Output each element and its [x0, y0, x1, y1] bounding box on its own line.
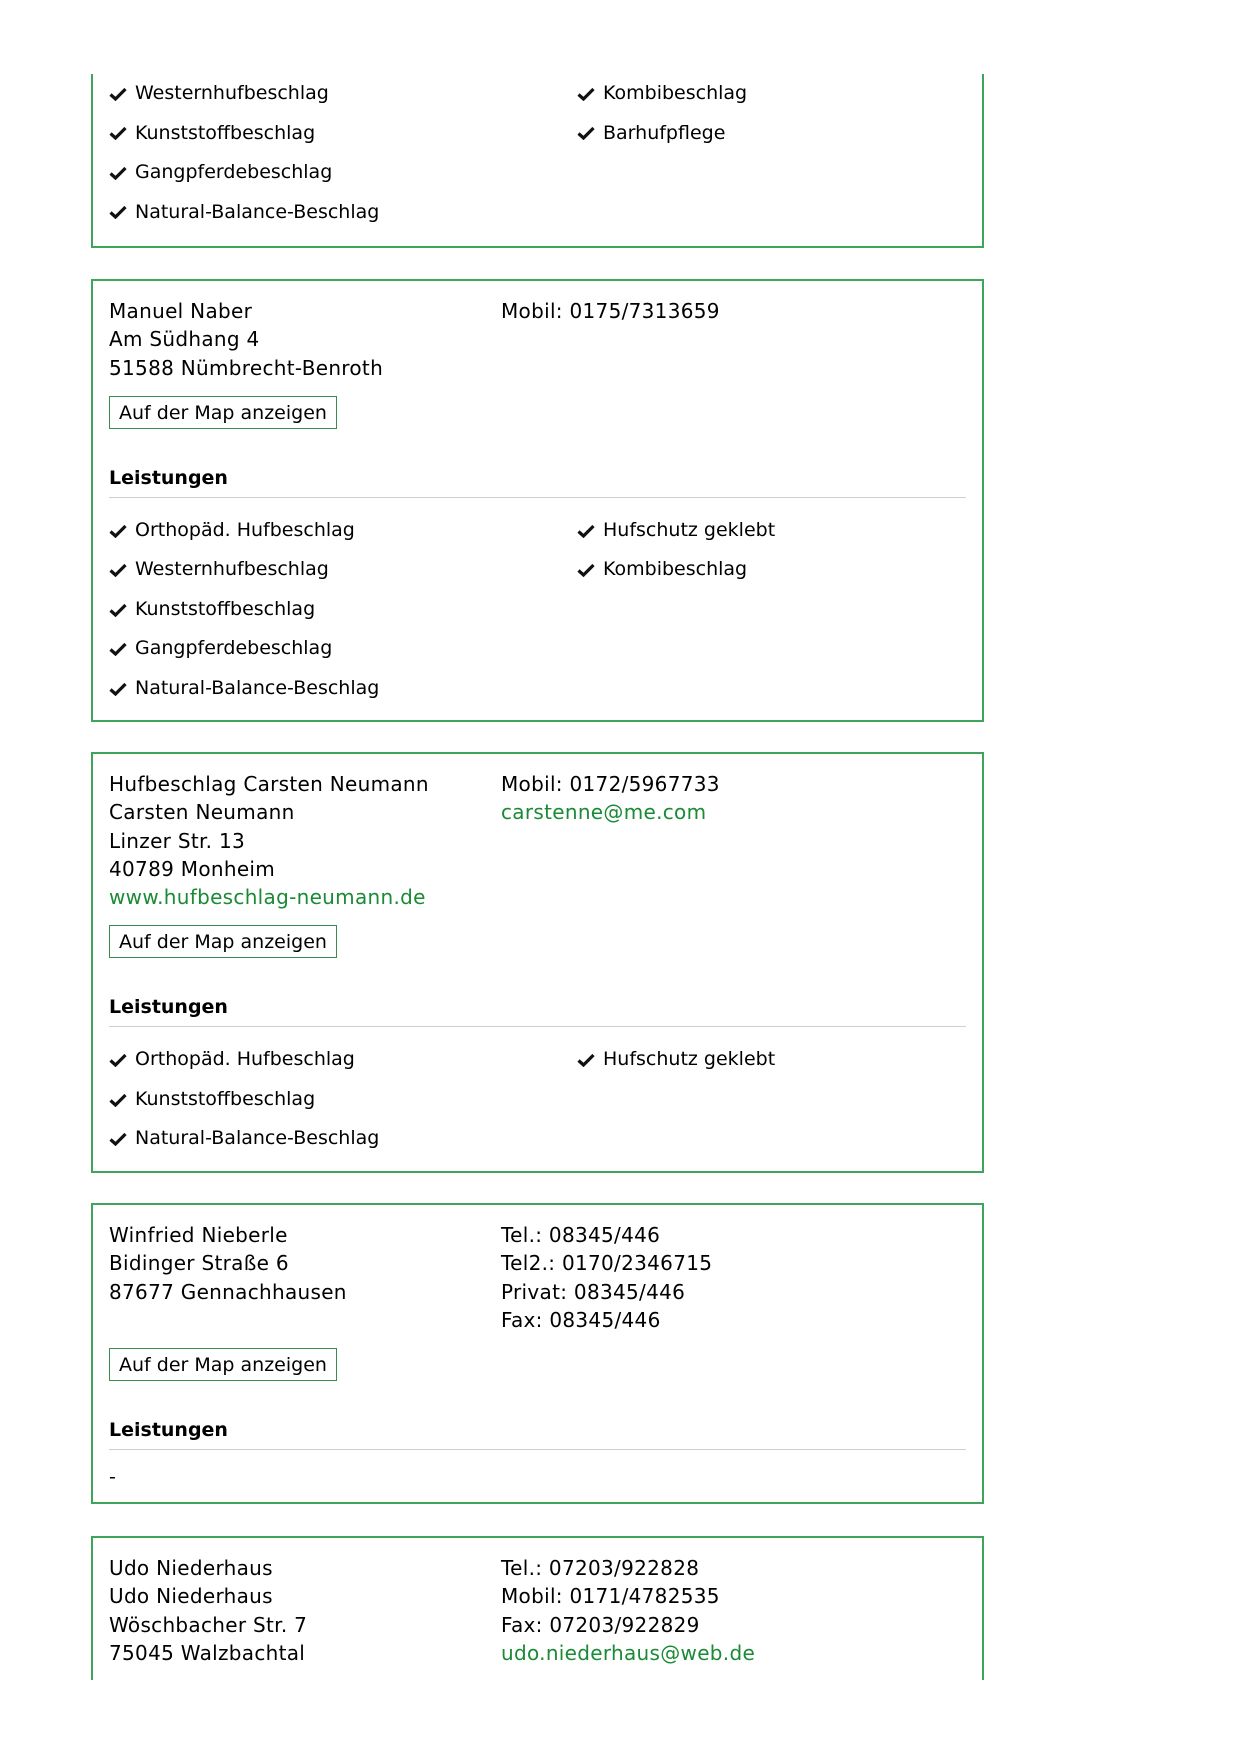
services-empty: -: [109, 1466, 116, 1489]
email-link[interactable]: carstenne@me.com: [501, 800, 707, 825]
checkmark-icon: [109, 603, 127, 617]
farrier-card-3: [91, 752, 984, 1173]
checkmark-icon: [109, 682, 127, 696]
service-item: Kombibeschlag: [577, 550, 966, 590]
services-heading: Leistungen: [109, 1419, 228, 1442]
service-item: Natural-Balance-Beschlag: [109, 1119, 577, 1159]
city: 40789 Monheim: [109, 856, 276, 881]
address-block: [109, 1221, 501, 1334]
street: Am Südhang 4: [109, 327, 260, 352]
website-link[interactable]: www.hufbeschlag-neumann.de: [109, 885, 426, 910]
company-name: Hufbeschlag Carsten Neumann: [109, 772, 429, 796]
services-list: [109, 511, 966, 709]
service-item: Natural-Balance-Beschlag: [109, 669, 577, 709]
checkmark-icon: [577, 524, 595, 538]
checkmark-icon: [109, 1132, 127, 1146]
checkmark-icon: [577, 563, 595, 577]
name: Manuel Naber: [109, 299, 253, 323]
phone-block: [501, 1554, 966, 1667]
phone: Tel.: 07203/922828: [501, 1556, 700, 1580]
checkmark-icon: [577, 87, 595, 101]
mobile: Mobil: 0172/5967733: [501, 772, 720, 796]
divider: [109, 497, 966, 498]
service-item: Kunststoffbeschlag: [109, 114, 577, 154]
service-item: Westernhufbeschlag: [109, 550, 577, 590]
checkmark-icon: [109, 205, 127, 219]
phone: Tel.: 08345/446: [501, 1223, 661, 1247]
service-item: Gangpferdebeschlag: [109, 629, 577, 669]
name: Carsten Neumann: [109, 800, 295, 825]
service-item: Barhufpflege: [577, 114, 966, 154]
checkmark-icon: [577, 1053, 595, 1067]
services-list: [109, 74, 966, 232]
mobile: Mobil: 0171/4782535: [501, 1584, 720, 1609]
services-heading: Leistungen: [109, 996, 228, 1019]
show-on-map-button[interactable]: Auf der Map anzeigen: [109, 925, 337, 958]
service-item: Kombibeschlag: [577, 74, 966, 114]
mobile: Mobil: 0175/7313659: [501, 299, 720, 323]
farrier-card-1: [91, 74, 984, 248]
address-block: [109, 297, 501, 382]
name: Udo Niederhaus: [109, 1584, 273, 1609]
checkmark-icon: [109, 166, 127, 180]
checkmark-icon: [109, 126, 127, 140]
divider: [109, 1026, 966, 1027]
checkmark-icon: [109, 1053, 127, 1067]
contact-block: [109, 1554, 966, 1667]
service-item: Natural-Balance-Beschlag: [109, 193, 577, 233]
farrier-card-2: [91, 279, 984, 722]
phone-block: [501, 770, 966, 911]
phone-2: Tel2.: 0170/2346715: [501, 1251, 713, 1276]
address-block: [109, 770, 501, 911]
service-item: Hufschutz geklebt: [577, 1040, 966, 1080]
street: Linzer Str. 13: [109, 828, 246, 853]
phone-private: Privat: 08345/446: [501, 1279, 686, 1304]
checkmark-icon: [109, 642, 127, 656]
contact-block: [109, 297, 966, 382]
fax: Fax: 07203/922829: [501, 1612, 700, 1637]
company-name: Udo Niederhaus: [109, 1556, 273, 1580]
farrier-card-5: [91, 1536, 984, 1680]
checkmark-icon: [109, 563, 127, 577]
checkmark-icon: [577, 126, 595, 140]
fax: Fax: 08345/446: [501, 1307, 661, 1332]
service-item: Orthopäd. Hufbeschlag: [109, 1040, 577, 1080]
email-link[interactable]: udo.niederhaus@web.de: [501, 1640, 756, 1665]
service-item: Kunststoffbeschlag: [109, 1080, 577, 1120]
farrier-card-4: [91, 1203, 984, 1504]
contact-block: [109, 1221, 966, 1334]
name: Winfried Nieberle: [109, 1223, 288, 1247]
show-on-map-button[interactable]: Auf der Map anzeigen: [109, 1348, 337, 1381]
service-item: Westernhufbeschlag: [109, 74, 577, 114]
service-item: Gangpferdebeschlag: [109, 153, 577, 193]
checkmark-icon: [109, 1093, 127, 1107]
service-item: Kunststoffbeschlag: [109, 590, 577, 630]
show-on-map-button[interactable]: Auf der Map anzeigen: [109, 396, 337, 429]
services-list: [109, 1040, 966, 1159]
checkmark-icon: [109, 87, 127, 101]
contact-block: [109, 770, 966, 911]
address-block: [109, 1554, 501, 1667]
street: Wöschbacher Str. 7: [109, 1612, 308, 1637]
phone-block: [501, 1221, 966, 1334]
services-heading: Leistungen: [109, 466, 228, 489]
city: 51588 Nümbrecht-Benroth: [109, 355, 384, 380]
divider: [109, 1449, 966, 1450]
phone-block: [501, 297, 966, 382]
service-item: Hufschutz geklebt: [577, 511, 966, 551]
checkmark-icon: [109, 524, 127, 538]
street: Bidinger Straße 6: [109, 1251, 289, 1276]
city: 87677 Gennachhausen: [109, 1279, 347, 1304]
city: 75045 Walzbachtal: [109, 1640, 306, 1665]
service-item: Orthopäd. Hufbeschlag: [109, 511, 577, 551]
